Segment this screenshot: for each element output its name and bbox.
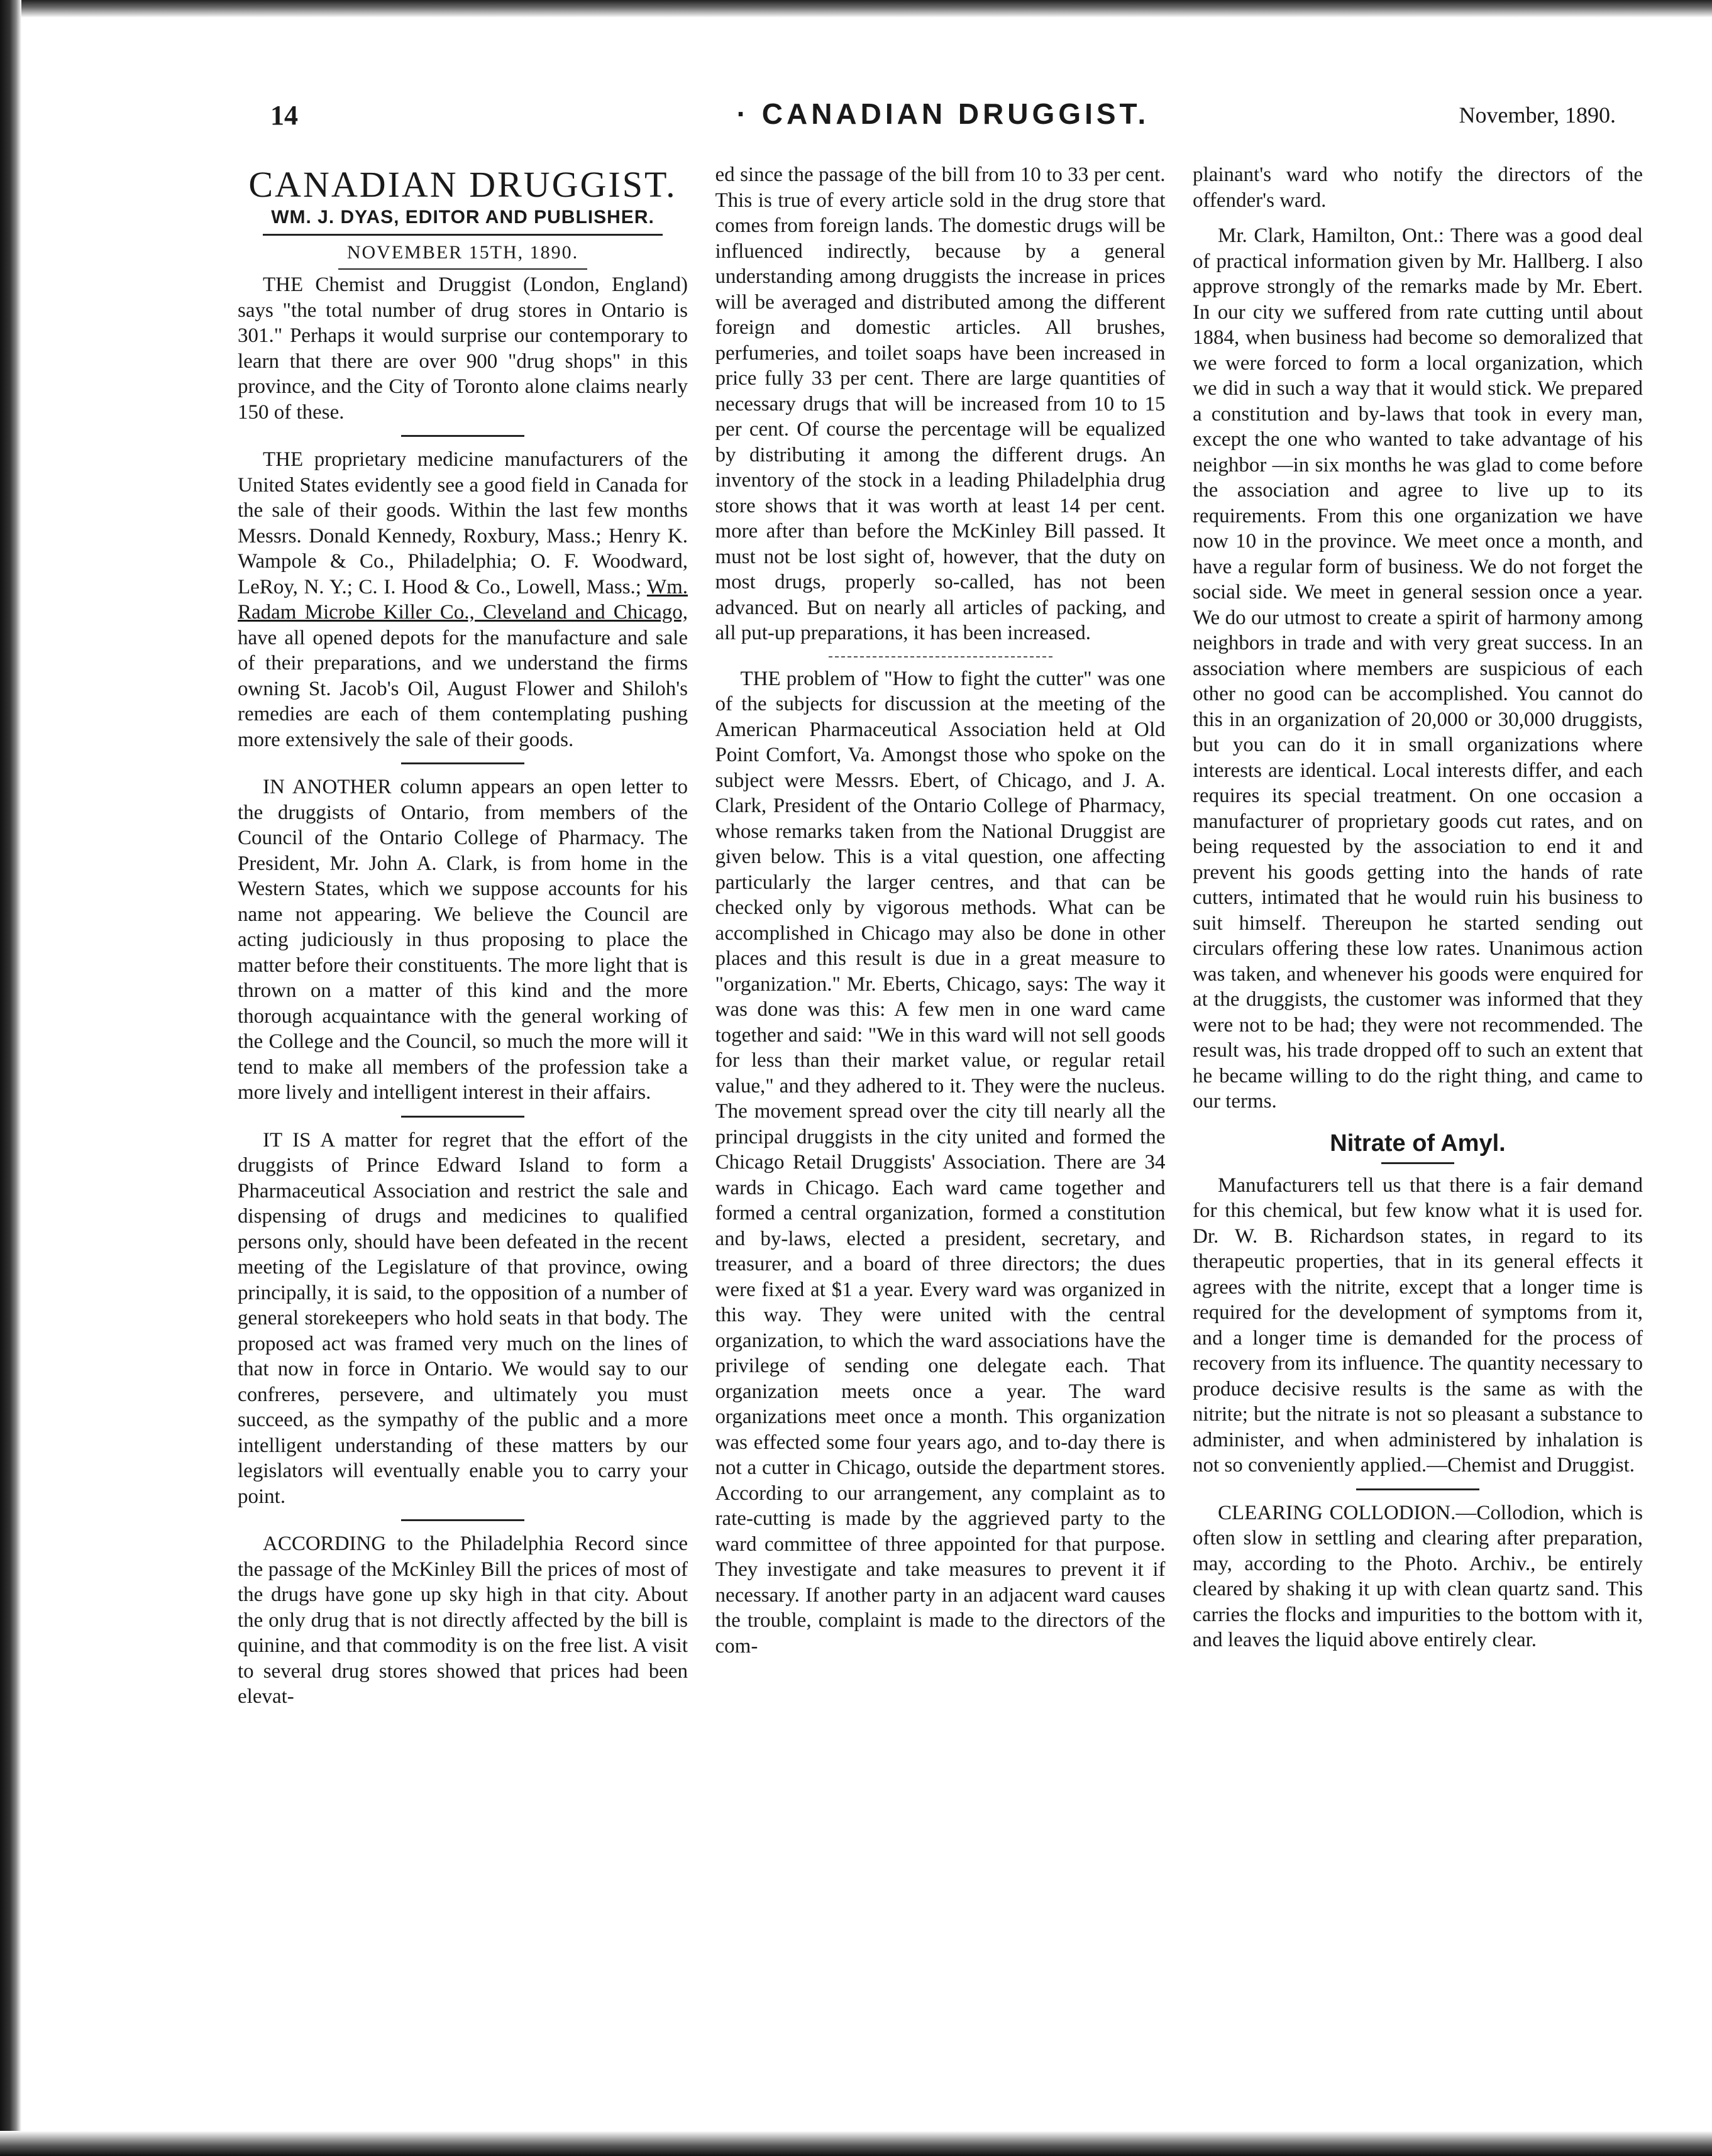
paragraph-philadelphia-record: ACCORDING to the Philadelphia Record since the passage of the McKinley Bill the prices of most of the drugs have gone up sky high in that city. About the only drug that is not directly affected by the bill is quinine, and that commodity is on the free list. A visit to several drug stores showed that prices had been elevat- [238,1532,688,1708]
paragraph-prince-edward-island: IT IS A matter for regret that the effort of the druggists of Prince Edward Island to form a Pharmaceutical Association and restrict the sale and dispensing of drugs and medicines to qualified persons only, should have been defeated in the recent meeting of the Legislature of that province, owing principally, it is said, to the opposition of a number of general storekeepers who hold seats in that body. The proposed act was framed very much on the lines of that now in force in Ontario. We would say to our confreres, persevere, and ultimately you must succeed, as the sympathy of the public and a more intelligent understanding of these matters by our legislators will eventually enable you to carry your point. [238,1128,688,1508]
section-rule [401,435,524,437]
editor-line: WM. J. DYAS, EDITOR AND PUBLISHER. [271,207,654,228]
paragraph-nitrate-of-amyl: Manufacturers tell us that there is a fair demand for this chemical, but few know what it is used for. Dr. W. B. Richardson states, in regard to its therapeutic properties, that in its general effects it agrees with the nitrite, except that a longer time is required for the development of symptoms from it, and a longer time is demanded for the process of recovery from its influence. The quantity necessary to produce decisive results is the same as with the nitrite; but the nitrate is not so pleasant a substance to administer, and when administered by inhalation is not so conveniently applied.—Chemist and Druggist. [1193,1174,1643,1477]
paragraph-mckinley-continued: ed since the passage of the bill from 10 to 33 per cent. This is true of every article sold in the drug store that comes from foreign lands. The domestic drugs will be influenced indirectly, because by a general understanding among druggists the increase in prices will be averaged and distributed among the different foreign and domestic articles. All brushes, perfumeries, and toilet soaps have been increased in price fully 33 per cent. There are large quantities of necessary drugs that will be increased from 10 to 15 per cent. Of course the percentage will be equalized by distributing it among the different drugs. An inventory of the stock in a leading Philadelphia drug store shows that it was worth at least 14 per cent. more after than before the McKinley Bill passed. It must not be lost sight of, however, that the duty on most drugs, properly so-called, has not been advanced. But on nearly all articles of packing, and all put-up preparations, it has been increased. [715,163,1166,644]
running-header [270,94,1616,145]
column-2 [715,162,1166,2123]
paragraph-mr-clark: Mr. Clark, Hamilton, Ont.: There was a good deal of practical information given by Mr. Hallberg. I also approve strongly of the remarks made by Mr. Ebert. In our city we suffered from rate cutting until about 1884, when business had become so demoralized that we were forced to form a local organization, which we did in such a way that it would stick. We prepared a constitution and by-laws that took in every man, except the one who wanted to take advantage of his neighbor —in six months he was glad to come before the association and agree to live up to its requirements. From this one organization we have now 10 in the province. We meet once a month, and have a regular form of business. We do not forget the social side. We meet in general session once a year. We do our utmost to create a spirit of harmony among neighbors in trade and with very great success. In an association where members are suspicious of each other no good can be accomplished. You cannot do this in an organization of 20,000 or 30,000 druggists, but you can do it in small organizations where interests are identical. Local interests differ, and each requires its special treatment. On one occasion a manufacturer of proprietary goods cut rates, and on being requested by the association to end it and prevent his goods getting into the hands of rate cutters, intimated that he would ruin his business to suit himself. Thereupon he started sending out circulars offering these low rates. Unanimous action was taken, and whenever his goods were enquired for at the druggists, the customer was informed that they were not to be had; they were not recommended. The result was, his trade dropped off to such an extent that he became willing to do the right thing, and came to our terms. [1193,224,1643,1113]
date-rule [338,268,587,270]
paragraph-clearing-collodion: CLEARING COLLODION.—Collodion, which is often slow in settling and clearing after preparation, may, according to the Photo. Archiv., be entirely cleared by shaking it up with clean quartz sand. This carries the flocks and impurities to the bottom with it, and leaves the liquid above entirely clear. [1193,1501,1643,1651]
text-part: have all opened depots for the manufacture and sale of their preparations, and we understand the firms owning St. Jacob's Oil, August Flower and Shiloh's remedies are each of them contemplating pushing more extensively the sale of their goods. [238,626,688,751]
column-3 [1193,162,1643,2123]
text-part: THE proprietary medicine manufacturers of the United States evidently see a good field in Canada for the sale of their goods. Within the last few months Messrs. Donald Kennedy, Roxbury, Mass.; Henry K. Wampole & Co., Philadelphia; O. F. Woodward, LeRoy, N. Y.; C. I. Hood & Co., Lowell, Mass.; [238,448,688,598]
underlined-text: Wm. Radam Microbe Killer Co., Cleveland and Chicago, [238,575,688,624]
heading-rule [1381,1162,1454,1164]
section-rule [401,1116,524,1118]
section-rule [401,1519,524,1521]
running-title: · CANADIAN DRUGGIST. [736,97,1150,130]
section-rule [1356,1488,1479,1490]
section-rule [401,762,524,764]
paragraph-proprietary-medicine [238,447,688,752]
scan-binding-edge [0,0,21,2156]
issue-date: NOVEMBER 15TH, 1890. [346,242,579,263]
scan-top-edge [0,0,1712,18]
section-rule [829,656,1052,657]
paragraph-complainant-continued: plainant's ward who notify the directors of the offender's ward. [1193,163,1643,212]
paragraph-drug-stores: THE Chemist and Druggist (London, England) says "the total number of drug stores in Ontario is 301." Perhaps it would surprise our contemporary to learn that there are over 900 "drug shops" in this province, and the City of Toronto alone claims nearly 150 of these. [238,273,688,424]
article-columns [238,162,1643,2123]
paragraph-fight-the-cutter: THE problem of "How to fight the cutter" was one of the subjects for discussion at the meeting of the American Pharmaceutical Association held at Old Point Comfort, Va. Amongst those who spoke on the subject were Messrs. Ebert, of Chicago, and J. A. Clark, President of the Ontario College of Pharmacy, whose remarks taken from the National Druggist are given below. This is a vital question, one affecting particularly the larger centres, and that can be checked only by vigorous methods. What can be accomplished in Chicago may also be done in other places and this result is due in a great measure to "organization." Mr. Eberts, Chicago, says: The way it was done was this: A few men in one ward came together and said: "We in this ward will not sell goods for less than their market value, or regular retail value," and they adhered to it. They were the nucleus. The movement spread over the city till nearly all the principal druggists in the city united and formed the Chicago Retail Druggists' Association. There are 34 wards in Chicago. Each ward came together and formed a central organization, formed a constitution and by-laws, elected a president, secretary, and treasurer, and a board of three directors; the dues were fixed at $1 a year. Every ward was organized in this way. They were united with the central organization, to which the ward associations have the privilege of sending one delegate each. That organization meets once a year. The ward organizations meet once a month. This organization was effected some four years ago, and to-day there is not a cutter in Chicago, outside the department stores. According to our arrangement, any complaint as to rate-cutting is made by the aggrieved party to the ward committee of three appointed for that purpose. They investigate and take measures to prevent it if necessary. If another party in an adjacent ward causes the trouble, complaint is made to the directors of the com- [715,667,1166,1658]
page-number: 14 [270,100,298,131]
paragraph-open-letter: IN ANOTHER column appears an open letter to the druggists of Ontario, from members of the Council of the Ontario College of Pharmacy. The President, Mr. John A. Clark, is from home in the Western States, which we suppose accounts for his name not appearing. We believe the Council are acting judiciously in thus proposing to place the matter before their constituents. The more light that is thrown on a matter of this kind and the more thorough acquaintance with the general working of the College and the Council, so much the more will it tend to make all members of the profession take a more lively and intelligent interest in their affairs. [238,776,688,1104]
issue-month: November, 1890. [1459,102,1616,128]
masthead-title: CANADIAN DRUGGIST. [248,164,677,205]
scan-bottom-edge [0,2131,1712,2156]
column-1 [238,162,688,2123]
masthead-rule [263,234,663,236]
section-heading-nitrate: Nitrate of Amyl. [1330,1130,1506,1157]
